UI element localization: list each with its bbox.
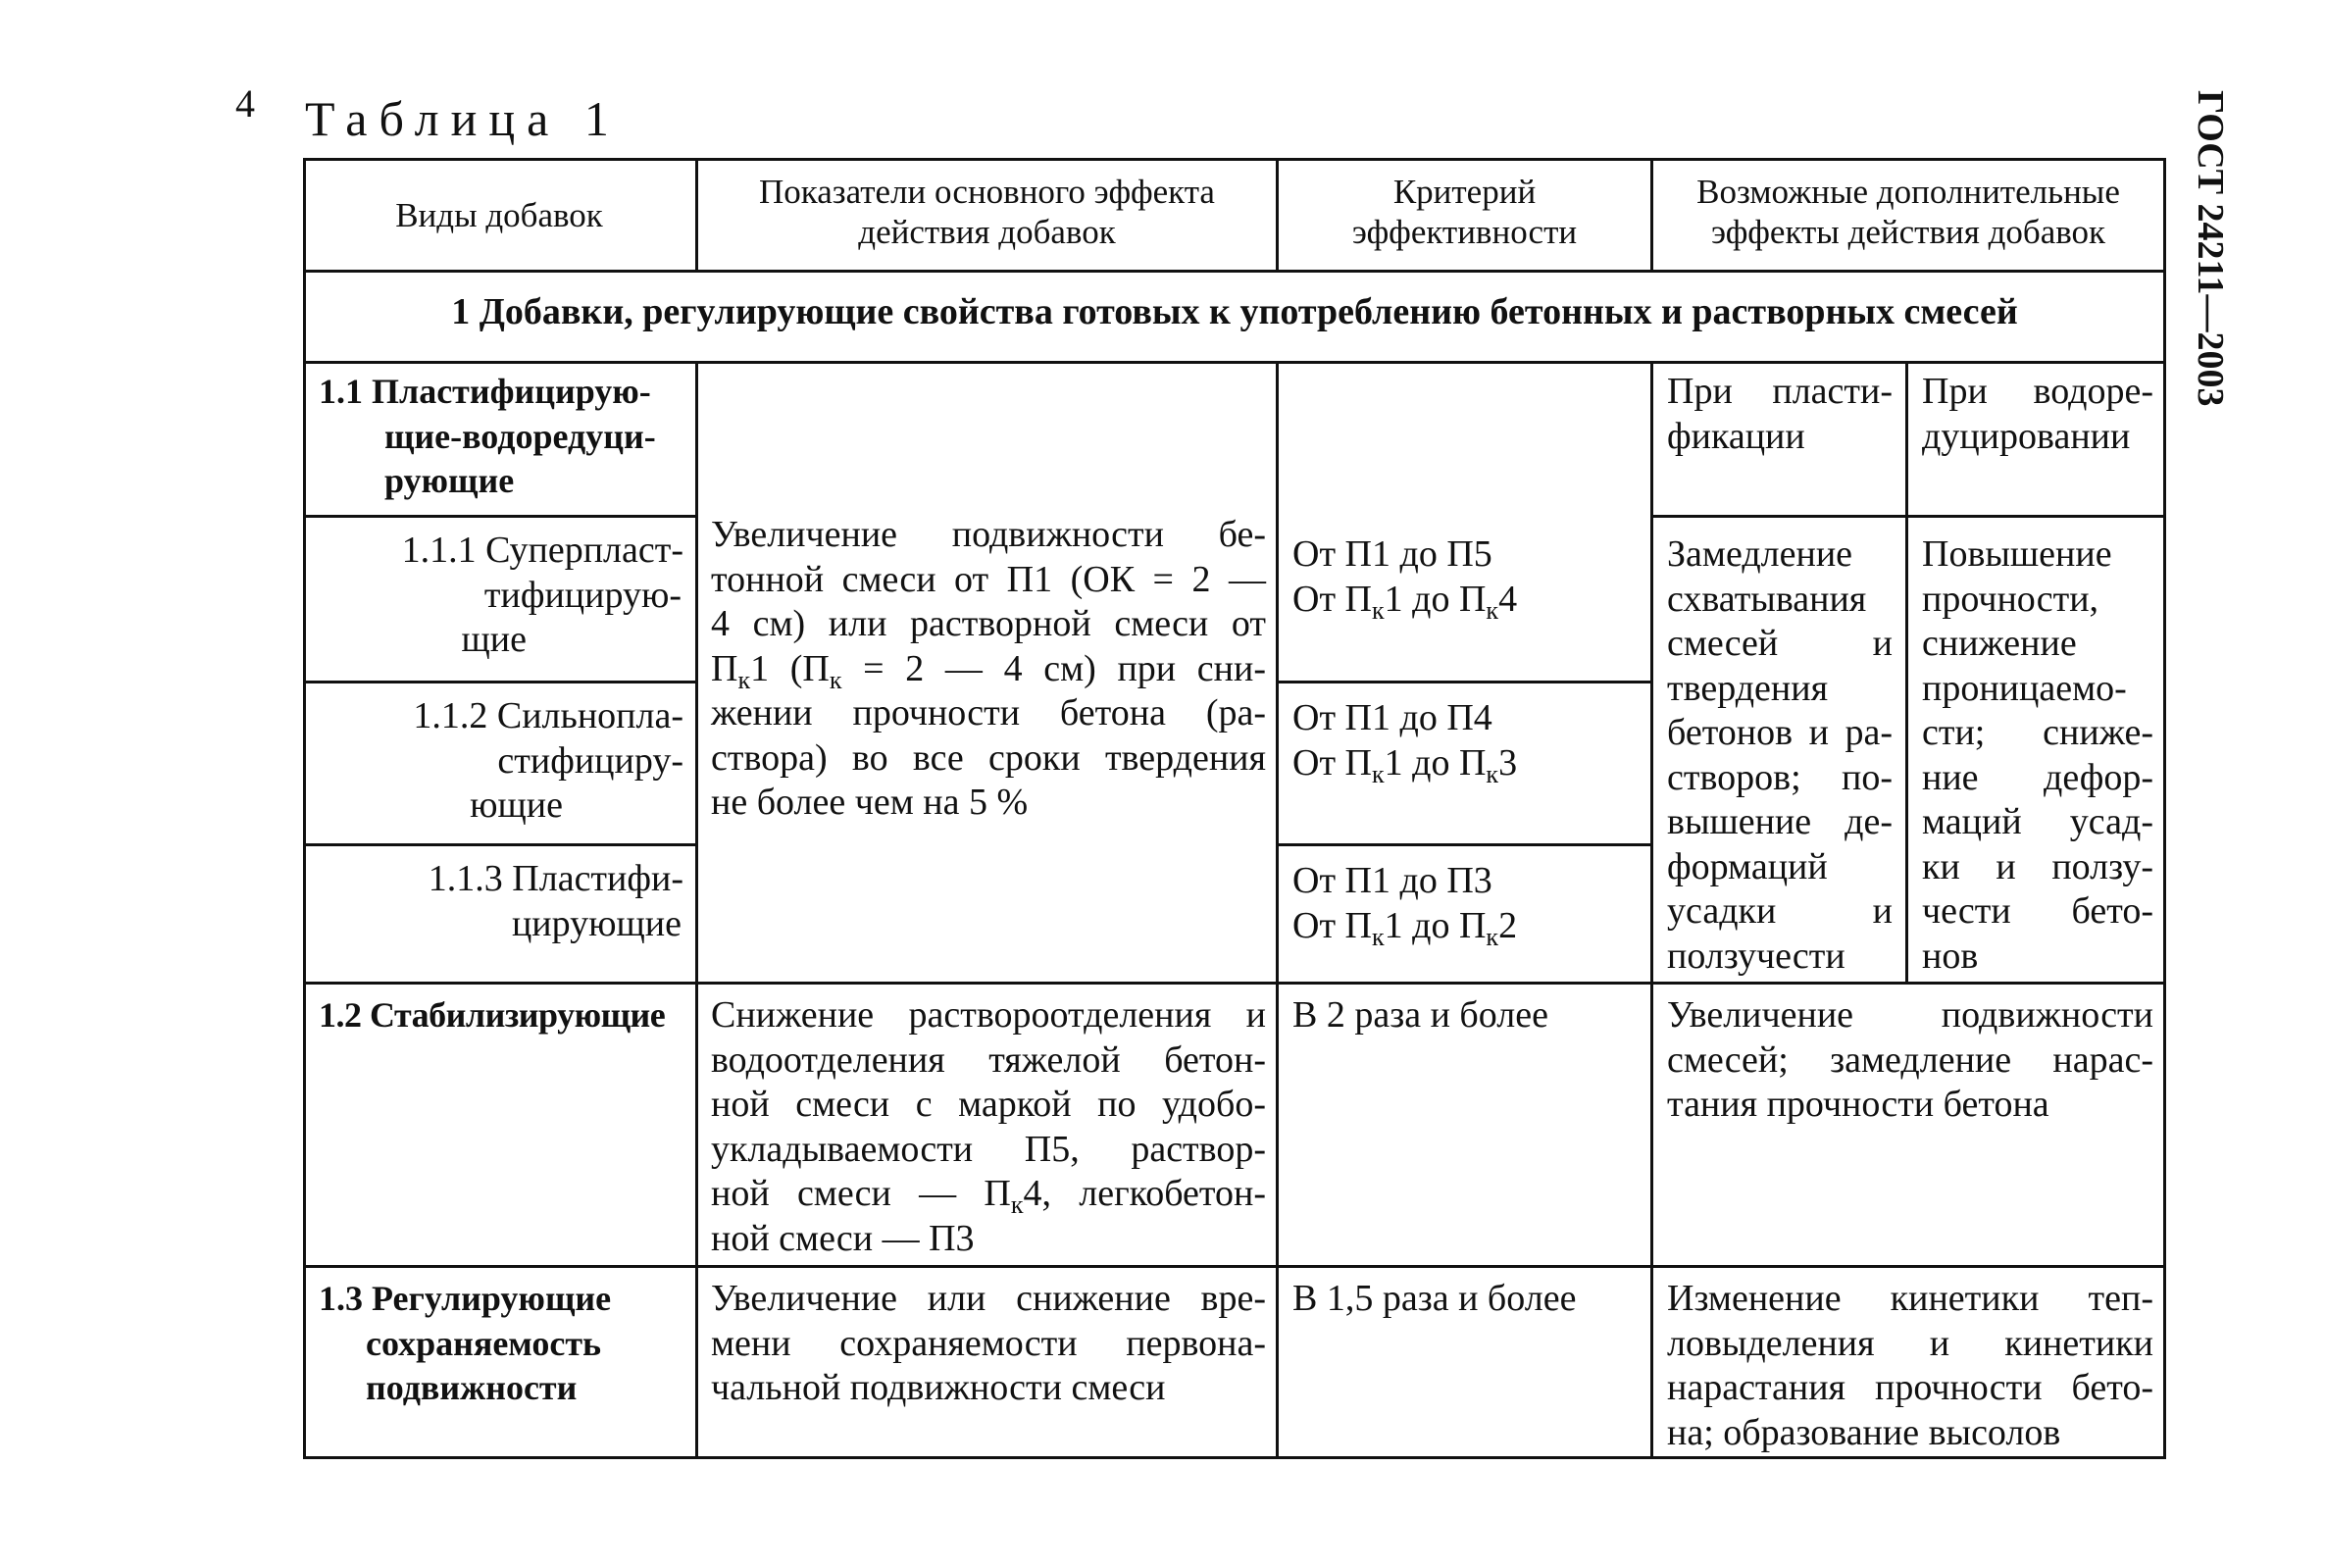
sub-header-line: При водоре- xyxy=(1922,371,2153,412)
section-title-text: 1 Добавки, регулирующие свойства готовых к употреблению бетонных и растворных смесей xyxy=(451,291,2018,332)
row-label-line: 1.2 Стабилизирующие xyxy=(319,995,666,1035)
side-line: прочности, xyxy=(1922,578,2099,620)
effect-line: ной смеси с маркой по удобо- xyxy=(711,1084,1266,1125)
row-1-2-main-effect xyxy=(711,993,1266,1261)
side-line: усадки и xyxy=(1667,890,1893,932)
criterion-line: От $П_к1$ до $П_к4$ xyxy=(1292,578,1518,625)
effect-line: мени сохраняемости первона- xyxy=(711,1322,1266,1364)
row-1-1-1-label xyxy=(319,529,683,663)
side-line: маций усад- xyxy=(1922,801,2153,842)
side-line: твердения xyxy=(1667,667,1829,709)
effect-line: Увеличение подвижности бе- xyxy=(711,514,1266,555)
effect-line: не более чем на 5 % xyxy=(711,782,1029,823)
table-rule xyxy=(303,681,695,683)
effect-line: ной смеси — П3 xyxy=(711,1217,975,1259)
header-side-effects xyxy=(1653,158,2163,252)
table-rule xyxy=(1650,361,1653,1459)
table-rule xyxy=(303,1456,2166,1459)
row-1-1-3-label xyxy=(319,857,683,946)
row-label-line: цирующие xyxy=(511,902,682,944)
table-rule xyxy=(303,158,306,1459)
sub-header-line: При пласти- xyxy=(1667,371,1893,412)
table-rule xyxy=(695,361,698,1459)
side-line: тания прочности бетона xyxy=(1667,1084,2049,1125)
sub-header-water-reduction xyxy=(1922,370,2153,459)
effect-line: тонной смеси от П1 (ОК = 2 — xyxy=(711,558,1266,600)
row-1-2-criterion xyxy=(1292,993,1645,1038)
row-1-3-criterion xyxy=(1292,1277,1645,1322)
effect-line: ной смеси — $П_к4$, легкобетон- xyxy=(711,1173,1266,1219)
side-line: Замедление xyxy=(1667,533,1853,575)
row-label-line: 1.3 Регулирующие xyxy=(319,1279,612,1318)
header-text: Критерий xyxy=(1392,173,1537,211)
row-1-2-label xyxy=(319,993,695,1038)
row-label-line: 1.1 Пластифицирую- xyxy=(319,372,651,411)
side-line: смесей; замедление нарас- xyxy=(1667,1038,2153,1081)
additives-table xyxy=(303,158,2166,1459)
row-label-line: щие xyxy=(461,619,527,660)
sub-header-line: фикации xyxy=(1667,415,1805,457)
header-text: эффекты действия добавок xyxy=(1710,213,2106,251)
side-line: нарастания прочности бето- xyxy=(1667,1367,2153,1408)
header-text: действия добавок xyxy=(858,213,1116,251)
effect-line: створа) во все сроки твердения xyxy=(711,736,1266,779)
document-code: ГОСТ 24211—2003 xyxy=(2190,90,2231,407)
row-label-line: сохраняемость xyxy=(366,1323,602,1363)
row-1-1-3-criterion xyxy=(1292,859,1645,951)
effect-line: 4 см) или растворной смеси от xyxy=(711,603,1266,644)
side-line: нов xyxy=(1922,935,1979,977)
side-line: Повышение xyxy=(1922,533,2112,575)
row-label-line: 1.1.2 Сильнопла- xyxy=(413,695,683,736)
row-label-line: тифицирую- xyxy=(483,574,682,616)
sub-header-plasticization xyxy=(1667,370,1893,459)
side-line: ки и ползу- xyxy=(1922,845,2153,887)
side-line: на; образование высолов xyxy=(1667,1411,2061,1453)
criterion-line: От П1 до П4 xyxy=(1292,697,1492,738)
header-criterion xyxy=(1279,158,1650,252)
row-1-3-side-effects xyxy=(1667,1277,2153,1455)
side-line: ползучести xyxy=(1667,935,1845,977)
header-text: Показатели основного эффекта xyxy=(759,173,1215,211)
side-line: формаций xyxy=(1667,845,1828,887)
main-effect-plasticizers xyxy=(711,513,1266,826)
table-rule xyxy=(303,515,695,518)
effect-line: водоотделения тяжелой бетон- xyxy=(711,1038,1266,1081)
side-line: сти; сниже- xyxy=(1922,712,2153,753)
table-rule xyxy=(303,270,2166,273)
table-rule xyxy=(1276,843,1650,846)
table-rule xyxy=(1276,681,1650,683)
row-label-line: стифициру- xyxy=(497,739,683,782)
table-rule xyxy=(303,843,695,846)
row-1-1-2-criterion xyxy=(1292,696,1645,788)
effect-line: Снижение раствороотделения и xyxy=(711,994,1266,1036)
row-label-line: ющие xyxy=(470,784,563,826)
table-rule xyxy=(303,982,2166,985)
criterion-line: От $П_к1$ до $П_к3$ xyxy=(1292,741,1518,788)
effect-line: чальной подвижности смеси xyxy=(711,1367,1166,1408)
row-1-1-label xyxy=(319,370,683,504)
header-main-effect xyxy=(698,158,1276,252)
table-rule xyxy=(2163,158,2166,1459)
effect-line: укладываемости П5, раствор- xyxy=(711,1128,1266,1170)
header-text: Виды добавок xyxy=(395,196,603,234)
side-line: смесей и xyxy=(1667,623,1893,664)
side-line: створов; по- xyxy=(1667,756,1893,798)
row-label-line: рующие xyxy=(384,461,515,500)
section-title xyxy=(303,289,2166,334)
criterion-line: В 1,5 раза и более xyxy=(1292,1278,1577,1319)
side-line: схватывания xyxy=(1667,578,1867,620)
table-rule xyxy=(1650,515,2166,518)
page-number: 4 xyxy=(235,81,255,126)
row-label-line: щие-водоредуци- xyxy=(384,416,656,456)
row-1-1-1-criterion xyxy=(1292,532,1645,625)
side-line: вышение де- xyxy=(1667,801,1893,842)
header-text: Возможные дополнительные xyxy=(1696,173,2120,211)
side-line: ние дефор- xyxy=(1922,756,2153,798)
row-1-1-2-label xyxy=(319,694,683,829)
criterion-line: От П1 до П5 xyxy=(1292,533,1492,575)
side-line: проницаемо- xyxy=(1922,667,2127,709)
row-1-3-main-effect xyxy=(711,1277,1266,1411)
header-additive-types xyxy=(303,195,695,235)
side-line: Увеличение подвижности xyxy=(1667,994,2153,1036)
table-rule xyxy=(1276,361,1279,1459)
row-label-line: 1.1.1 Суперпласт- xyxy=(401,530,683,571)
row-1-2-side-effects xyxy=(1667,993,2153,1128)
side-effects-plasticization xyxy=(1667,532,1893,979)
sub-header-line: дуцировании xyxy=(1922,415,2131,457)
effect-line: Увеличение или снижение вре- xyxy=(711,1278,1266,1319)
criterion-line: От П1 до П3 xyxy=(1292,860,1492,901)
effect-line: жении прочности бетона (ра- xyxy=(711,692,1266,733)
side-line: чести бето- xyxy=(1922,890,2153,932)
row-label-line: 1.1.3 Пластифи- xyxy=(428,858,683,899)
side-line: снижение xyxy=(1922,623,2077,664)
side-effects-water-reduction xyxy=(1922,532,2153,979)
side-line: Изменение кинетики теп- xyxy=(1667,1278,2153,1319)
side-line: бетонов и ра- xyxy=(1667,712,1893,753)
effect-line: $П_к1$ ($П_к = 2$ — 4 см) при сни- xyxy=(711,647,1266,694)
table-rule xyxy=(1905,361,1908,982)
row-1-3-label xyxy=(319,1277,695,1411)
row-label-line: подвижности xyxy=(366,1368,578,1407)
table-caption: Таблица 1 xyxy=(305,91,621,146)
criterion-line: От $П_к1$ до $П_к2$ xyxy=(1292,904,1518,951)
criterion-line: В 2 раза и более xyxy=(1292,994,1548,1036)
header-text: эффективности xyxy=(1351,213,1578,251)
side-line: ловыделения и кинетики xyxy=(1667,1322,2153,1364)
table-rule xyxy=(303,361,2166,364)
table-rule xyxy=(303,1265,2166,1268)
